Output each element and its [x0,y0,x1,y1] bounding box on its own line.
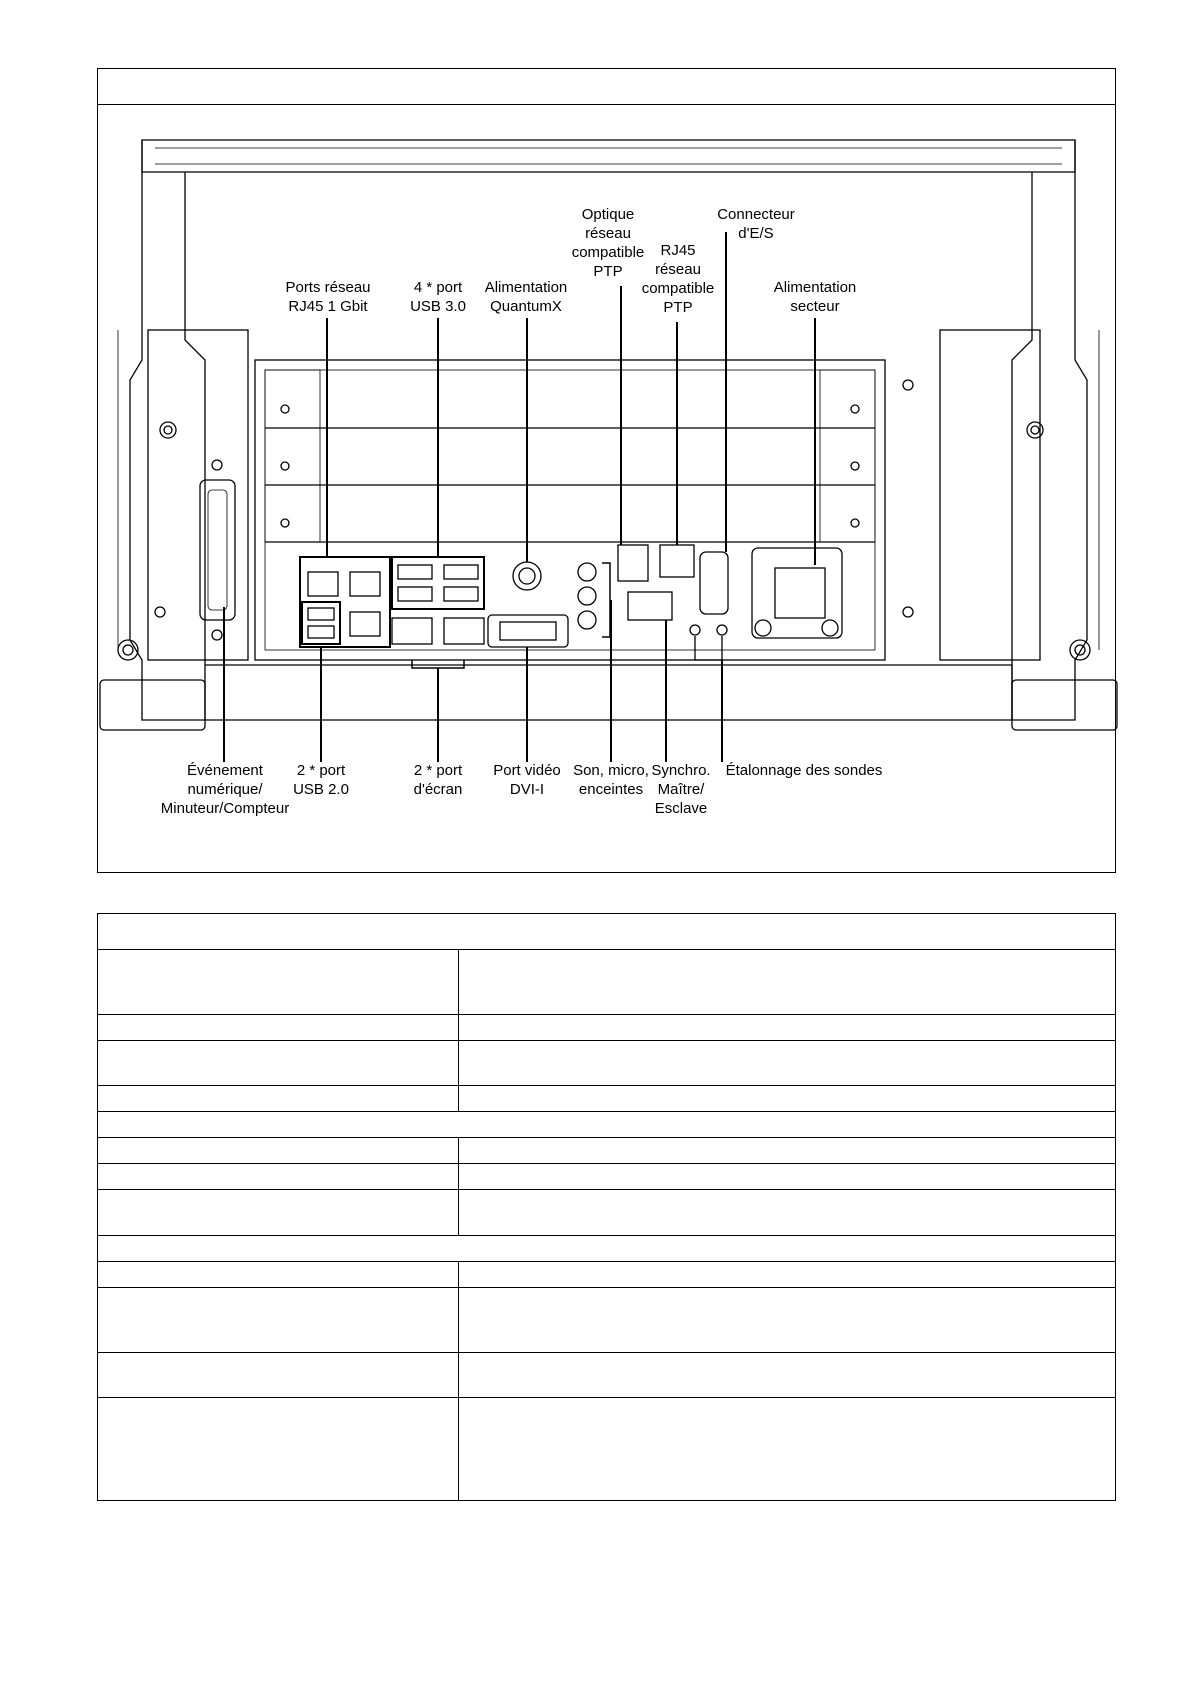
label-usb20: 2 * port USB 2.0 [293,762,349,798]
left-handle-post [130,140,205,720]
label-son: Son, micro, enceintes [573,762,649,798]
table-row [98,1085,1115,1111]
label-alim-quantumx: Alimentation QuantumX [484,279,568,315]
quantumx-power-socket [513,562,541,590]
table-row [98,1261,1115,1287]
label-optique-ptp: Optique réseau compatible PTP [571,206,645,280]
table-row [98,1137,1115,1163]
label-ports-reseau: Ports réseau RJ45 1 Gbit [285,279,371,315]
right-side-panel [940,330,1040,660]
table-row [98,1352,1115,1397]
right-handle-post [1012,140,1087,720]
table-row [98,1397,1115,1501]
specification-table [97,913,1116,1501]
table-section-row [98,1235,1115,1261]
label-usb30: 4 * port USB 3.0 [410,279,466,315]
table-row [98,1040,1115,1085]
handle-bar [142,140,1075,172]
table-row [98,1189,1115,1235]
label-alim-secteur: Alimentation secteur [773,279,857,315]
table-section-row [98,1111,1115,1137]
sync-connector [628,592,672,620]
label-etalonnage: Étalonnage des sondes [725,762,883,779]
label-ecran: 2 * port d'écran [413,762,463,798]
bottom-rail [205,665,1012,720]
table-row [98,949,1115,1014]
table-row [98,1014,1115,1040]
table-row [98,1163,1115,1189]
left-side-panel [148,330,248,660]
table-row [98,1287,1115,1352]
table-header-row [98,914,1115,949]
label-synchro: Synchro. Maître/ Esclave [651,762,711,817]
io-connector [700,552,728,614]
label-dvi: Port vidéo DVI-I [493,762,561,798]
optical-ptp-port [618,545,648,581]
label-connecteur-es: Connecteur d'E/S [717,206,795,242]
rj45-ptp-port [660,545,694,577]
mains-power-inlet [752,548,842,638]
label-rj45-ptp: RJ45 réseau compatible PTP [641,242,715,316]
label-evenement-numerique: Événement numérique/ Minuteur/Compteur [160,762,290,817]
